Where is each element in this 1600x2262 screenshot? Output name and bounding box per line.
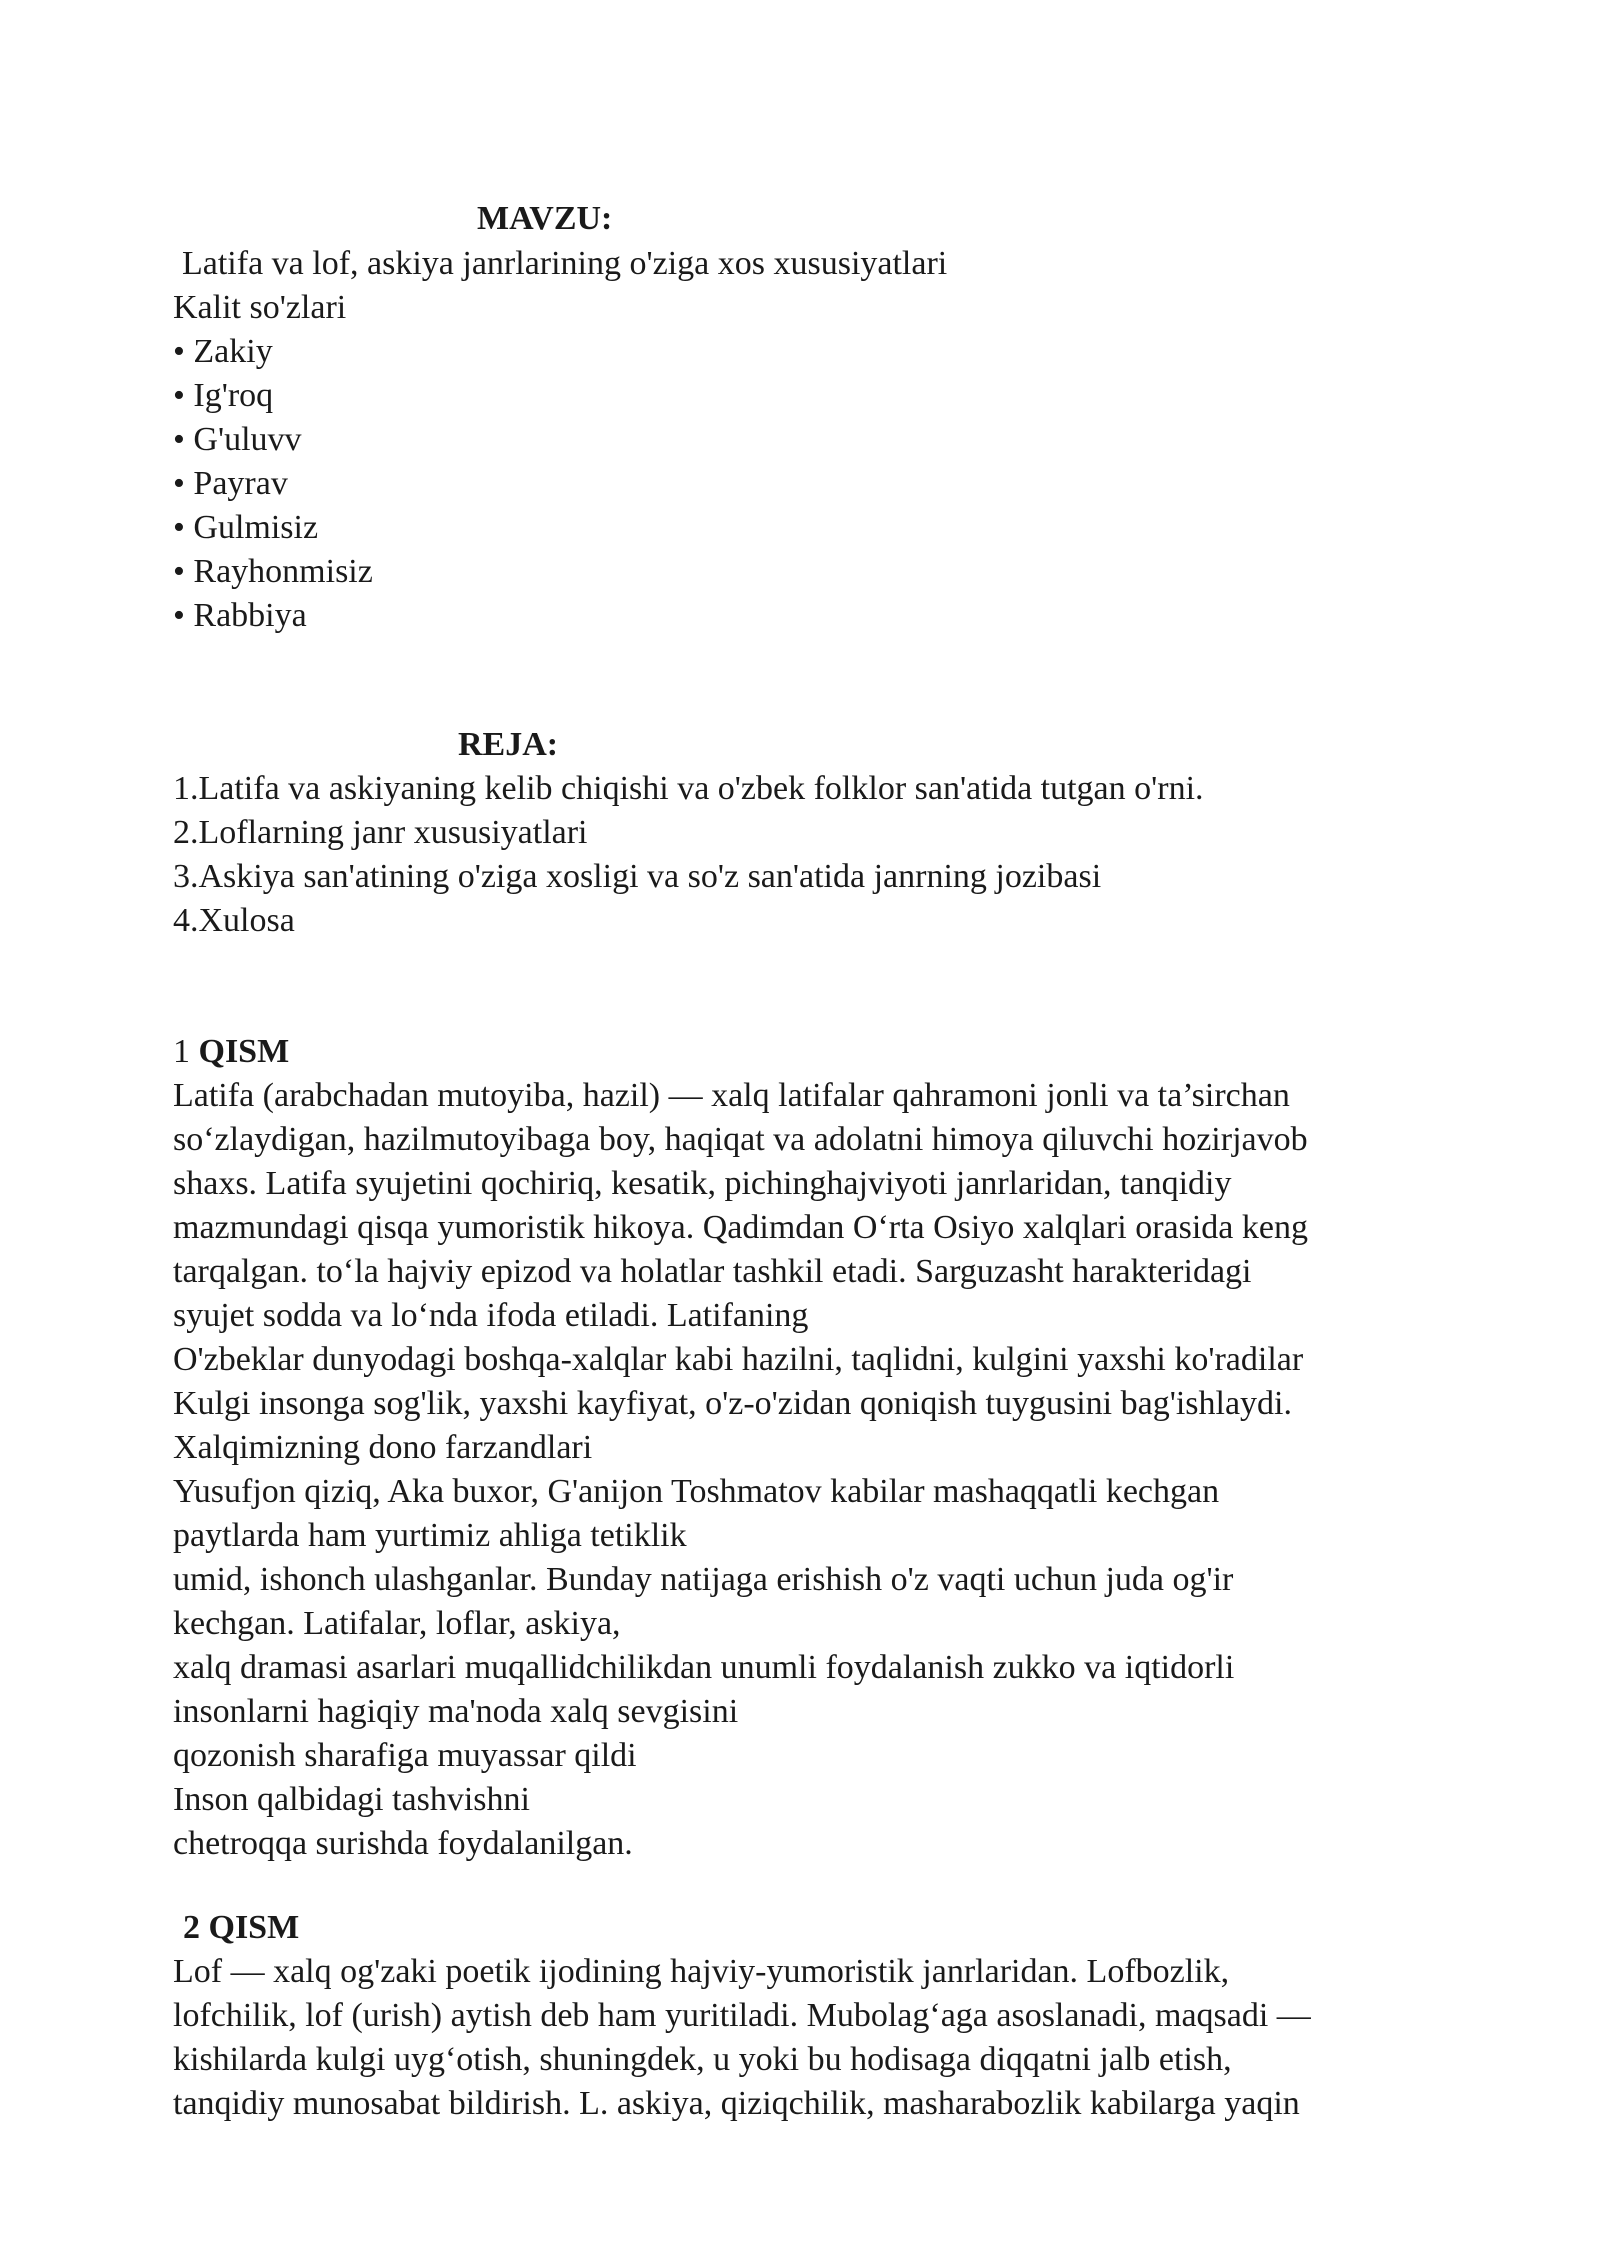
part2-heading: 2 QISM bbox=[183, 1909, 300, 1946]
part2-line: Lof — xalq og'zaki poetik ijodining hajviy-yumoristik janrlaridan. Lofbozlik, bbox=[173, 1953, 1230, 1990]
part1-line: umid, ishonch ulashganlar. Bunday natijaga erishish o'z vaqti uchun juda og'ir bbox=[173, 1561, 1234, 1598]
mavzu-heading: MAVZU: bbox=[477, 200, 613, 237]
keyword-item: • Gulmisiz bbox=[173, 509, 319, 546]
part1-line: so‘zlaydigan, hazilmutoyibaga boy, haqiqat va adolatni himoya qiluvchi hozirjavob bbox=[173, 1121, 1308, 1158]
topic-title: Latifa va lof, askiya janrlarining o'ziga xos xususiyatlari bbox=[182, 245, 948, 282]
keyword-item: • Ig'roq bbox=[173, 377, 274, 414]
plan-item: 1.Latifa va askiyaning kelib chiqishi va o'zbek folklor san'atida tutgan o'rni. bbox=[173, 770, 1204, 807]
reja-heading: REJA: bbox=[458, 726, 559, 763]
plan-item: 2.Loflarning janr xususiyatlari bbox=[173, 814, 588, 851]
part1-heading bbox=[173, 1030, 289, 1074]
part1-line: tarqalgan. to‘la hajviy epizod va holatlar tashkil etadi. Sarguzasht harakteridagi bbox=[173, 1253, 1252, 1290]
part1-line: O'zbeklar dunyodagi boshqa-xalqlar kabi hazilni, taqlidni, kulgini yaxshi ko'radilar bbox=[173, 1341, 1304, 1378]
part1-number: 1 bbox=[173, 1033, 190, 1070]
part1-line: kechgan. Latifalar, loflar, askiya, bbox=[173, 1605, 621, 1642]
part1-line: syujet sodda va lo‘nda ifoda etiladi. Latifaning bbox=[173, 1297, 809, 1334]
keyword-item: • Rayhonmisiz bbox=[173, 553, 373, 590]
part2-line: lofchilik, lof (urish) aytish deb ham yuritiladi. Mubolag‘aga asoslanadi, maqsadi — bbox=[173, 1997, 1311, 2034]
part1-line: mazmundagi qisqa yumoristik hikoya. Qadimdan O‘rta Osiyo xalqlari orasida keng bbox=[173, 1209, 1308, 1246]
keyword-item: • G'uluvv bbox=[173, 421, 302, 458]
keyword-item: • Rabbiya bbox=[173, 597, 307, 634]
part1-line: insonlarni hagiqiy ma'noda xalq sevgisini bbox=[173, 1693, 739, 1730]
part1-line: Kulgi insonga sog'lik, yaxshi kayfiyat, o'z-o'zidan qoniqish tuygusini bag'ishlaydi. bbox=[173, 1385, 1292, 1422]
part2-line: tanqidiy munosabat bildirish. L. askiya, qiziqchilik, masharabozlik kabilarga yaqin bbox=[173, 2085, 1300, 2122]
keyword-item: • Zakiy bbox=[173, 333, 273, 370]
part1-line: Yusufjon qiziq, Aka buxor, G'anijon Toshmatov kabilar mashaqqatli kechgan bbox=[173, 1473, 1220, 1510]
keyword-item: • Payrav bbox=[173, 465, 288, 502]
plan-item: 4.Xulosa bbox=[173, 902, 295, 939]
part1-line: shaxs. Latifa syujetini qochiriq, kesatik, pichinghajviyoti janrlaridan, tanqidiy bbox=[173, 1165, 1232, 1202]
part1-line: xalq dramasi asarlari muqallidchilikdan unumli foydalanish zukko va iqtidorli bbox=[173, 1649, 1235, 1686]
part1-line: paytlarda ham yurtimiz ahliga tetiklik bbox=[173, 1517, 687, 1554]
part1-line: qozonish sharafiga muyassar qildi bbox=[173, 1737, 637, 1774]
part1-line: Inson qalbidagi tashvishni bbox=[173, 1781, 530, 1818]
plan-item: 3.Askiya san'atining o'ziga xosligi va so'z san'atida janrning jozibasi bbox=[173, 858, 1102, 895]
part1-line: Xalqimizning dono farzandlari bbox=[173, 1429, 593, 1466]
keywords-label: Kalit so'zlari bbox=[173, 289, 347, 326]
part1-label: QISM bbox=[198, 1033, 290, 1070]
part1-line: Latifa (arabchadan mutoyiba, hazil) — xalq latifalar qahramoni jonli va ta’sirchan bbox=[173, 1077, 1290, 1114]
part1-line: chetroqqa surishda foydalanilgan. bbox=[173, 1825, 633, 1862]
part2-line: kishilarda kulgi uyg‘otish, shuningdek, u yoki bu hodisaga diqqatni jalb etish, bbox=[173, 2041, 1232, 2078]
